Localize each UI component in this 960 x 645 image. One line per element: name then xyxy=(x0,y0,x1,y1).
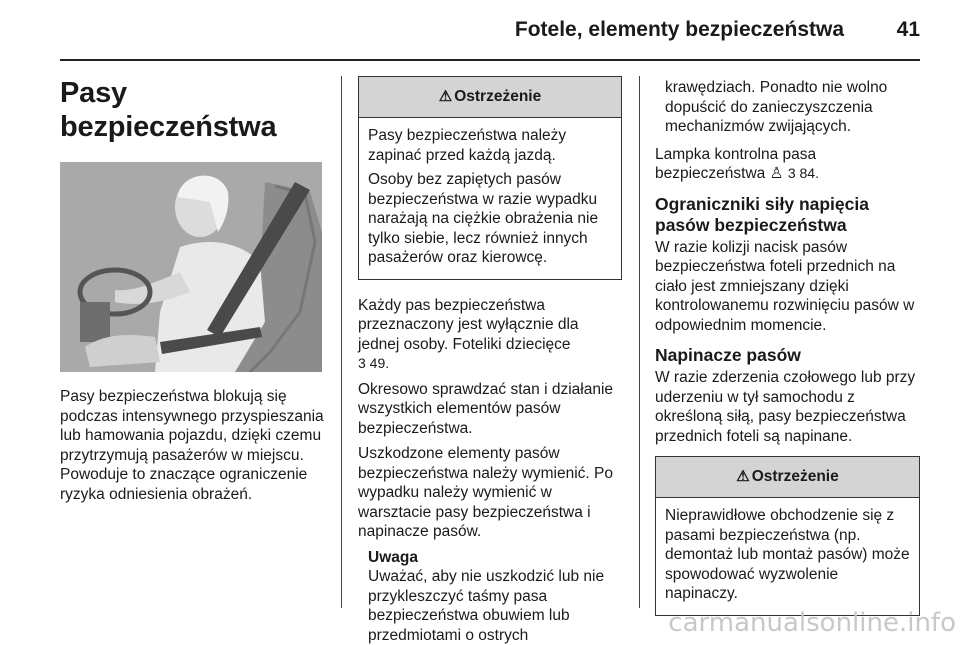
paragraph-one-person xyxy=(358,296,622,374)
column-divider-1 xyxy=(341,76,342,608)
lamp-paragraph xyxy=(655,145,920,184)
column-2 xyxy=(358,76,622,645)
section-title: Fotele, elementy bezpieczeństwa xyxy=(515,18,844,42)
page-number: 41 xyxy=(897,18,920,42)
seatbelt-icon: ♙ xyxy=(770,165,784,182)
paragraph-one-person-text: Każdy pas bezpieczeństwa przeznaczony jest wyłącznie dla jednej osoby. Foteliki dziecięce xyxy=(358,297,579,353)
warning-icon-2: ⚠ xyxy=(736,467,749,487)
warning-body-2 xyxy=(656,498,919,615)
seatbelt-illustration xyxy=(60,162,322,372)
heading-limiters: Ograniczniki siły napięcia pasów bezpieczeństwa xyxy=(655,194,920,236)
tensioners-text: W razie zderzenia czołowego lub przy uderzeniu w tył samochodu z określoną siłą, pasy bezpieczeństwa przednich foteli są napinane. xyxy=(655,368,920,446)
warning-header xyxy=(359,77,621,118)
note-block xyxy=(358,548,622,645)
paragraph-check: Okresowo sprawdzać stan i działanie wszystkich elementów pasów bezpieczeństwa. xyxy=(358,380,622,439)
column-3 xyxy=(655,78,920,626)
column-divider-2 xyxy=(639,76,640,608)
warning-title-2: Ostrzeżenie xyxy=(752,467,839,487)
lamp-text: Lampka kontrolna pasa bezpieczeństwa xyxy=(655,146,816,183)
watermark: carmanualsonline.info xyxy=(615,604,960,642)
warning-text-3: Nieprawidłowe obchodzenie się z pasami bezpieczeństwa (np. demontaż lub montaż pasów) może spowodować wyzwolenie napinaczy. xyxy=(665,506,910,604)
paragraph-replace: Uszkodzone elementy pasów bezpieczeństwa należy wymienić. Po wypadku należy wymienić w warsztacie pasy bezpieczeństwa i napinacze pasów. xyxy=(358,444,622,542)
warning-text-2: Osoby bez zapiętych pasów bezpieczeństwa w razie wypadku narażają na ciężkie obrażenia nie tylko siebie, lecz również innych pasażerów oraz kierowcę. xyxy=(368,170,612,268)
warning-body xyxy=(359,118,621,279)
page-reference: 3 49. xyxy=(358,355,389,371)
warning-box-1 xyxy=(358,76,622,280)
warning-icon: ⚠ xyxy=(439,87,452,107)
page-header xyxy=(0,0,960,60)
note-title: Uwaga xyxy=(368,548,622,568)
heading-tensioners: Napinacze pasów xyxy=(655,345,920,366)
limiters-text: W razie kolizji nacisk pasów bezpieczeństwa foteli przednich na ciało jest zmniejszany dzięki kontrolowanemu rozwinięciu pasów w odpowiednim momencie. xyxy=(655,238,920,336)
header-rule xyxy=(60,59,920,61)
column-1 xyxy=(60,72,325,510)
note-continuation: krawędziach. Ponadto nie wolno dopuścić do zanieczyszczenia mechanizmów zwijających. xyxy=(655,78,920,137)
chapter-heading: Pasy bezpieczeństwa xyxy=(60,76,325,144)
lamp-page-reference: 3 84. xyxy=(788,165,819,181)
intro-text: Pasy bezpieczeństwa blokują się podczas intensywnego przyspieszania lub hamowania pojazdu, dzięki czemu przytrzymują pasażerów w miejscu. Powoduje to znaczące ograniczenie ryzyka odniesienia obrażeń. xyxy=(60,387,325,504)
warning-header-2 xyxy=(656,457,919,498)
seatbelt-photo xyxy=(60,162,322,372)
warning-title: Ostrzeżenie xyxy=(454,87,541,107)
note-text: Uważać, aby nie uszkodzić lub nie przykleszczyć taśmy pasa bezpieczeństwa obuwiem lub przedmiotami o ostrych xyxy=(368,567,622,645)
warning-box-2 xyxy=(655,456,920,616)
warning-text-1: Pasy bezpieczeństwa należy zapinać przed każdą jazdą. xyxy=(368,126,612,165)
